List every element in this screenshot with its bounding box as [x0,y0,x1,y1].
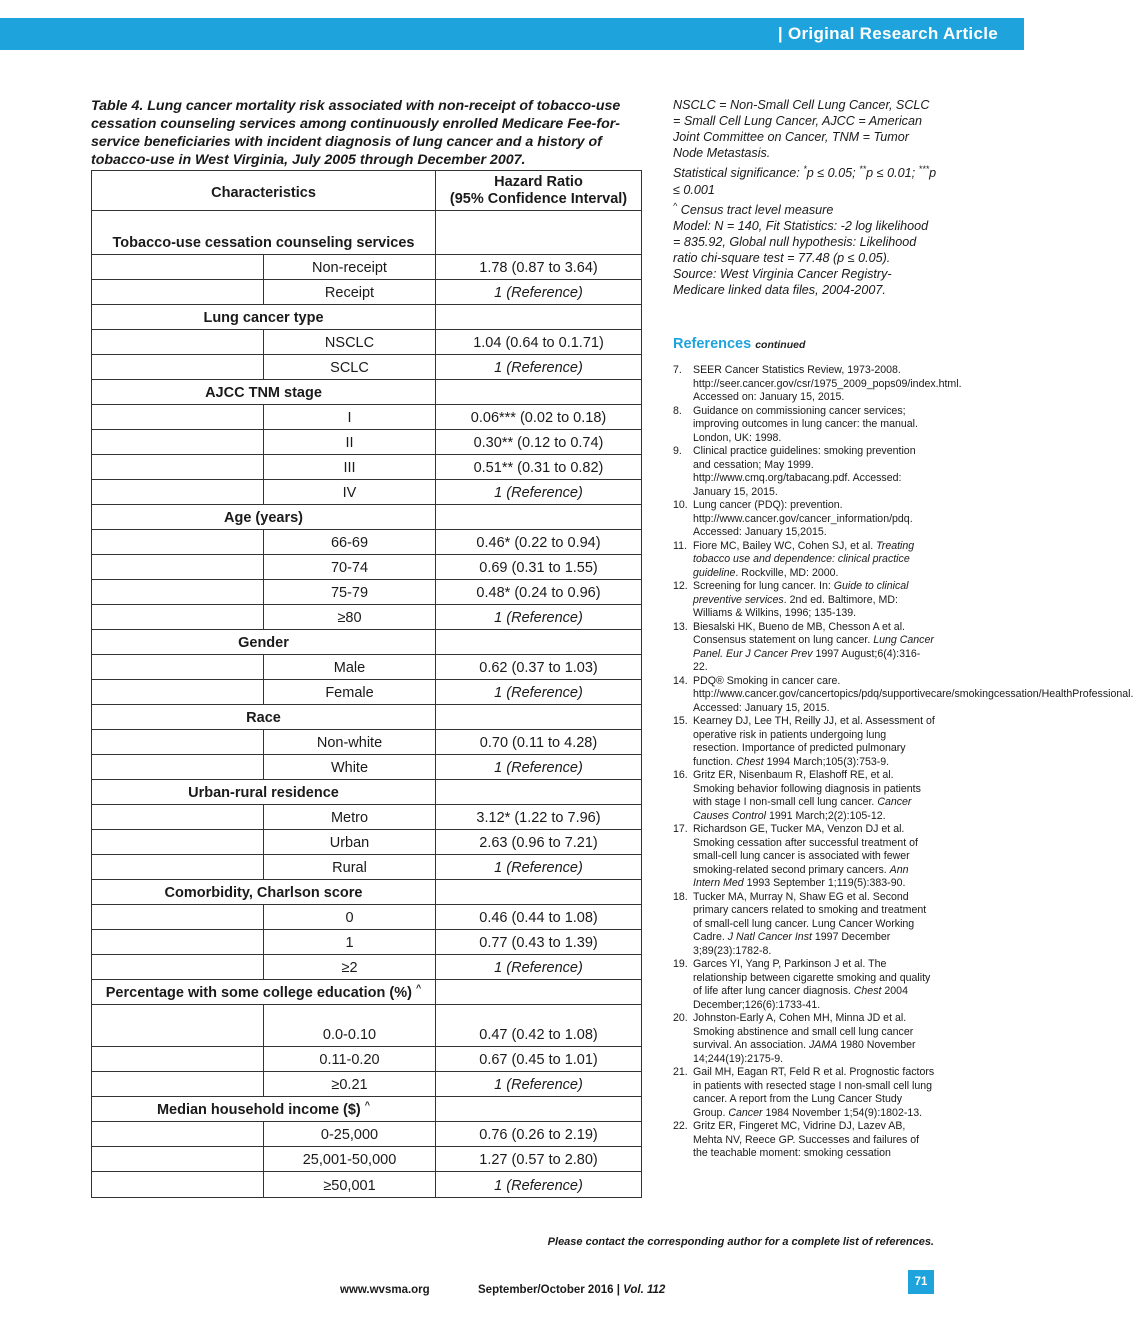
reference-item [673,674,1133,716]
reference-text [693,769,935,823]
row-label: White [264,755,436,780]
category-hr-empty [436,780,642,805]
sig-mark-1: * [803,164,807,175]
indent-cell [92,1047,264,1072]
reference-tail: 1984 November 1;54(9):1802-13. [762,1106,923,1119]
table-row [92,355,642,380]
table-row [92,530,642,555]
reference-text [693,675,1133,716]
reference-number: 12. [673,580,688,592]
row-hazard-ratio: 1 (Reference) [436,1172,642,1198]
indent-cell [92,805,264,830]
category-title-text: Median household income ($) [156,1102,361,1118]
reference-number: 7. [673,364,682,376]
reference-body: Screening for lung cancer. In: [693,580,834,592]
reference-number: 20. [673,1012,688,1024]
reference-item [673,958,935,1012]
indent-cell [92,680,264,705]
reference-item [673,540,935,581]
category-row [92,630,642,655]
row-hazard-ratio: 1 (Reference) [436,480,642,505]
table-row [92,830,642,855]
reference-number: 9. [673,445,682,457]
reference-text [693,1066,935,1120]
indent-cell [92,555,264,580]
footer-website: www.wvsma.org [340,1284,430,1296]
row-label: ≥80 [264,605,436,630]
row-label: 66-69 [264,530,436,555]
category-row [92,211,642,255]
source-note: Source: West Virginia Cancer Registry-Medicare linked data files, 2004-2007. [673,267,892,298]
row-label: Male [264,655,436,680]
reference-source: JAMA [809,1039,838,1051]
reference-tail: 2004 December;126(6):1733-41. [693,985,908,1011]
reference-source: Cancer Causes Control [693,796,912,822]
table-row [92,905,642,930]
row-hazard-ratio: 0.67 (0.45 to 1.01) [436,1047,642,1072]
category-row [92,380,642,405]
row-label: Urban [264,830,436,855]
reference-tail: 1997 December 3;89(23):1782-8. [693,931,891,957]
indent-cell [92,530,264,555]
row-label: Non-receipt [264,255,436,280]
significance-prefix: Statistical significance: [673,166,804,181]
category-hr-empty [436,305,642,330]
indent-cell [92,405,264,430]
reference-source: Chest [853,985,882,997]
section-banner [0,18,1024,50]
column-header-characteristics: Characteristics [92,171,436,211]
reference-number: 17. [673,823,688,835]
category-row [92,980,642,1005]
category-hr-empty [436,505,642,530]
reference-body: Lung cancer (PDQ): prevention. http://www.cancer.gov/cancer_information/pdq. Accessed: January 15,2015. [693,499,913,538]
reference-item [673,580,935,621]
indent-cell [92,1147,264,1172]
table-row [92,330,642,355]
reference-item [673,823,935,891]
reference-number: 14. [673,674,688,687]
footer-issue-date: September/October 2016 | [478,1284,620,1296]
row-hazard-ratio: 0.47 (0.42 to 1.08) [436,1005,642,1047]
sig-text-3: p ≤ 0.001 [673,166,937,197]
reference-tail: 1997 August;6(4):316-22. [693,647,921,673]
reference-text [693,499,935,540]
row-hazard-ratio: 1.78 (0.87 to 3.64) [436,255,642,280]
reference-body: Clinical practice guidelines: smoking prevention and cessation; May 1999. http://www.cmq.org/tabacang.pdf. Accessed: January 15, 2015. [693,445,916,498]
row-hazard-ratio: 0.46* (0.22 to 0.94) [436,530,642,555]
table-notes [673,97,938,299]
row-label: SCLC [264,355,436,380]
table-row [92,805,642,830]
category-title-text: Urban-rural residence [188,785,339,801]
contact-note: Please contact the corresponding author for a complete list of references. [547,1236,934,1248]
indent-cell [92,955,264,980]
abbreviations-note: NSCLC = Non-Small Cell Lung Cancer, SCLC = Small Cell Lung Cancer, AJCC = American Joint Committee on Cancer, TNM = Tumor Node Metastasis. [673,98,930,161]
reference-text [693,1012,935,1066]
hazard-ratio-table [91,170,642,1198]
reference-number: 8. [673,404,682,417]
reference-item [673,715,935,769]
row-hazard-ratio: 0.77 (0.43 to 1.39) [436,930,642,955]
indent-cell [92,480,264,505]
references-list [673,364,1133,1161]
category-title [92,380,436,405]
row-label: II [264,430,436,455]
category-title-text: Age (years) [224,510,303,526]
table-row [92,930,642,955]
table-row [92,480,642,505]
category-title [92,211,436,255]
indent-cell [92,855,264,880]
table-row [92,680,642,705]
table-row [92,580,642,605]
category-title-text: Percentage with some college education (%) [105,985,412,1001]
reference-body: Fiore MC, Bailey WC, Cohen SJ, et al. [693,539,877,552]
reference-text [693,540,935,581]
category-title [92,780,436,805]
row-hazard-ratio: 0.62 (0.37 to 1.03) [436,655,642,680]
reference-source: Guide to clinical preventive services [693,580,909,606]
category-row [92,880,642,905]
reference-source: Cancer [728,1106,763,1119]
category-row [92,505,642,530]
row-label: I [264,405,436,430]
reference-item [673,445,935,499]
category-title [92,1097,436,1122]
table-row [92,280,642,305]
row-hazard-ratio: 1.04 (0.64 to 0.1.71) [436,330,642,355]
reference-body: Biesalski HK, Bueno de MB, Chesson A et al. Consensus statement on lung cancer. [693,620,905,646]
table-row [92,1047,642,1072]
reference-body: Kearney DJ, Lee TH, Reilly JJ, et al. Assessment of operative risk in patients undergoing lung resection. Importance of predicted pulmonary function. [693,715,935,768]
references-continued-label: continued [755,339,806,351]
row-hazard-ratio: 0.69 (0.31 to 1.55) [436,555,642,580]
row-label: 1 [264,930,436,955]
table-row [92,730,642,755]
reference-body: SEER Cancer Statistics Review, 1973-2008. http://seer.cancer.gov/csr/1975_2009_pops09/index.html. Accessed on: January 15, 2015. [693,364,962,403]
reference-item [673,891,935,959]
hazard-ratio-header-line1: Hazard Ratio [494,173,583,190]
row-label: Rural [264,855,436,880]
category-hr-empty [436,630,642,655]
reference-item [673,405,935,446]
category-hr-empty [436,211,642,255]
table-row [92,555,642,580]
row-hazard-ratio: 1.27 (0.57 to 2.80) [436,1147,642,1172]
reference-item [673,1120,935,1161]
reference-number: 10. [673,499,688,511]
row-hazard-ratio: 1 (Reference) [436,955,642,980]
reference-source: Chest [736,755,764,768]
reference-text [693,364,962,405]
reference-body: Richardson GE, Tucker MA, Venzon DJ et al. Smoking cessation after successful treatment of small-cell lung cancer is associated with fewer smoking-related second primary cancers. [693,823,918,876]
sig-text-1: p ≤ 0.05; [806,166,860,181]
reference-number: 19. [673,958,688,970]
category-hr-empty [436,705,642,730]
table-row [92,1005,642,1047]
indent-cell [92,755,264,780]
category-row [92,705,642,730]
indent-cell [92,430,264,455]
row-hazard-ratio: 1 (Reference) [436,280,642,305]
category-title [92,505,436,530]
reference-text [693,405,935,446]
category-hr-empty [436,1097,642,1122]
references-heading [673,336,805,352]
table-row [92,430,642,455]
table-row [92,455,642,480]
reference-number: 18. [673,890,688,903]
table-row [92,255,642,280]
row-hazard-ratio: 0.46 (0.44 to 1.08) [436,905,642,930]
reference-source: Ann Intern Med [693,863,909,889]
row-label: 0 [264,905,436,930]
indent-cell [92,280,264,305]
category-title-text: Race [246,710,281,726]
category-row [92,305,642,330]
indent-cell [92,655,264,680]
row-hazard-ratio: 1 (Reference) [436,605,642,630]
row-hazard-ratio: 1 (Reference) [436,680,642,705]
row-hazard-ratio: 3.12* (1.22 to 7.96) [436,805,642,830]
row-label: NSCLC [264,330,436,355]
indent-cell [92,355,264,380]
reference-source: Lung Cancer Panel. Eur J Cancer Prev [693,634,934,660]
category-hr-empty [436,980,642,1005]
row-hazard-ratio: 1 (Reference) [436,755,642,780]
row-label: ≥0.21 [264,1072,436,1097]
row-label: Receipt [264,280,436,305]
indent-cell [92,1122,264,1147]
category-title [92,880,436,905]
indent-cell [92,1005,264,1047]
row-hazard-ratio: 0.76 (0.26 to 2.19) [436,1122,642,1147]
reference-text [693,445,935,499]
reference-tail: 1993 September 1;119(5):383-90. [743,877,906,889]
reference-item [673,1012,935,1066]
row-label: IV [264,480,436,505]
table-row [92,605,642,630]
reference-number: 22. [673,1120,688,1132]
reference-item [673,769,935,823]
reference-body: PDQ® Smoking in cancer care. http://www.cancer.gov/cancertopics/pdq/supportivecare/smokingcessation/HealthProfessional. Accessed: January 15, 2015. [693,674,1133,714]
table-row [92,655,642,680]
row-label: Non-white [264,730,436,755]
row-hazard-ratio: 0.30** (0.12 to 0.74) [436,430,642,455]
section-label: | Original Research Article [777,24,998,43]
indent-cell [92,255,264,280]
indent-cell [92,730,264,755]
reference-body: Gail MH, Eagan RT, Feld R et al. Prognostic factors in patients with resected stage I non-small cell lung cancer. A report from the Lung Cancer Study Group. [693,1066,935,1119]
row-hazard-ratio: 2.63 (0.96 to 7.21) [436,830,642,855]
reference-body: Gritz ER, Fingeret MC, Vidrine DJ, Lazev AB, Mehta NV, Reece GP. Successes and failures of the teachable moment: smoking cessation [693,1120,920,1159]
category-title [92,980,436,1005]
reference-item [673,499,935,540]
category-title-text: Gender [238,635,289,651]
indent-cell [92,455,264,480]
table-caption: Table 4. Lung cancer mortality risk associated with non-receipt of tobacco-use cessation counseling services among continuously enrolled Medicare Fee-for-service beneficiaries with incident diagnosis of lung cancer and a history of tobacco-use in West Virginia, July 2005 through December 2007. [91,98,621,168]
row-label: 25,001-50,000 [264,1147,436,1172]
indent-cell [92,930,264,955]
row-hazard-ratio: 0.70 (0.11 to 4.28) [436,730,642,755]
reference-text [693,891,935,959]
row-hazard-ratio: 1 (Reference) [436,355,642,380]
reference-source: Treating tobacco use and dependence: clinical practice guideline [693,539,915,579]
table-row [92,405,642,430]
row-label: Metro [264,805,436,830]
reference-text [693,580,935,621]
reference-item [673,1066,935,1120]
table-row [92,855,642,880]
page-number: 71 [908,1270,934,1294]
reference-number: 13. [673,620,688,633]
indent-cell [92,905,264,930]
category-row [92,1097,642,1122]
category-hr-empty [436,880,642,905]
table-row [92,1072,642,1097]
census-level-mark: ^ [415,983,422,994]
reference-text [693,715,935,769]
row-label: III [264,455,436,480]
indent-cell [92,330,264,355]
row-label: ≥2 [264,955,436,980]
reference-body: Garces YI, Yang P, Parkinson J et al. The relationship between cigarette smoking and quality of life after lung cancer diagnosis. [693,958,931,997]
indent-cell [92,1172,264,1198]
reference-body: Johnston-Early A, Cohen MH, Minna JD et al. Smoking abstinence and small cell lung cancer survival. An association. [693,1012,914,1051]
sig-mark-3: *** [918,164,930,175]
reference-text [693,823,935,891]
category-title-text: Tobacco-use cessation counseling services [112,235,415,251]
footer-volume: Vol. 112 [623,1284,666,1296]
reference-text [693,1120,935,1161]
reference-body: Guidance on commissioning cancer services; improving outcomes in lung cancer: the manual. London, UK: 1998. [693,404,918,444]
hazard-ratio-header-line2: (95% Confidence Interval) [449,190,628,207]
column-header-hazard-ratio [436,171,642,211]
reference-source: J Natl Cancer Inst [727,931,812,943]
table-row [92,1147,642,1172]
census-level-mark: ^ [364,1100,371,1111]
category-title-text: Comorbidity, Charlson score [164,885,363,901]
census-text: Census tract level measure [677,202,834,217]
reference-tail: . Rockville, MD: 2000. [735,566,839,579]
sig-text-2: p ≤ 0.01; [866,166,919,181]
indent-cell [92,830,264,855]
reference-text [693,958,935,1012]
reference-item [673,621,935,675]
footer-issue [478,1284,665,1296]
category-title [92,305,436,330]
census-note [673,198,938,218]
table-row [92,955,642,980]
row-hazard-ratio: 1 (Reference) [436,855,642,880]
reference-text [693,621,935,675]
category-title [92,630,436,655]
reference-tail: 1991 March;2(2):105-12. [766,809,886,822]
row-label: Female [264,680,436,705]
reference-number: 15. [673,715,688,727]
row-label: 0.11-0.20 [264,1047,436,1072]
table-row [92,1172,642,1198]
row-label: ≥50,001 [264,1172,436,1198]
reference-tail: 1980 November 14;244(19):2175-9. [693,1039,916,1065]
row-label: 0.0-0.10 [264,1005,436,1047]
reference-tail: 1994 March;105(3):753-9. [763,755,890,768]
row-hazard-ratio: 1 (Reference) [436,1072,642,1097]
sig-mark-2: ** [859,164,867,175]
category-title [92,705,436,730]
reference-body: Tucker MA, Murray N, Shaw EG et al. Second primary cancers related to smoking and treatment of small-cell lung cancer. Lung Cancer Working Cadre. [693,890,927,943]
category-hr-empty [436,380,642,405]
reference-number: 11. [673,539,687,552]
row-label: 75-79 [264,580,436,605]
indent-cell [92,580,264,605]
reference-number: 16. [673,769,688,781]
category-row [92,780,642,805]
references-heading-text: References [673,336,752,352]
row-hazard-ratio: 0.06*** (0.02 to 0.18) [436,405,642,430]
census-mark: ^ [673,200,678,211]
model-note: Model: N = 140, Fit Statistics: -2 log likelihood = 835.92, Global null hypothesis: Likelihood ratio chi-square test = 77.48 (p ≤ 0.05). [673,219,929,266]
table-row [92,1122,642,1147]
row-hazard-ratio: 0.51** (0.31 to 0.82) [436,455,642,480]
row-label: 70-74 [264,555,436,580]
row-label: 0-25,000 [264,1122,436,1147]
reference-body: Gritz ER, Nisenbaum R, Elashoff RE, et al. Smoking behavior following diagnosis in patients with stage I non-small cell lung cancer. [693,769,921,808]
category-title-text: AJCC TNM stage [205,385,322,401]
category-title-text: Lung cancer type [203,310,324,326]
row-hazard-ratio: 0.48* (0.24 to 0.96) [436,580,642,605]
reference-tail: . 2nd ed. Baltimore, MD: Williams & Wilkins, 1996; 135-139. [693,593,898,619]
indent-cell [92,1072,264,1097]
reference-number: 21. [673,1066,688,1078]
significance-note [673,161,938,197]
table-row [92,755,642,780]
indent-cell [92,605,264,630]
reference-item [673,364,962,405]
